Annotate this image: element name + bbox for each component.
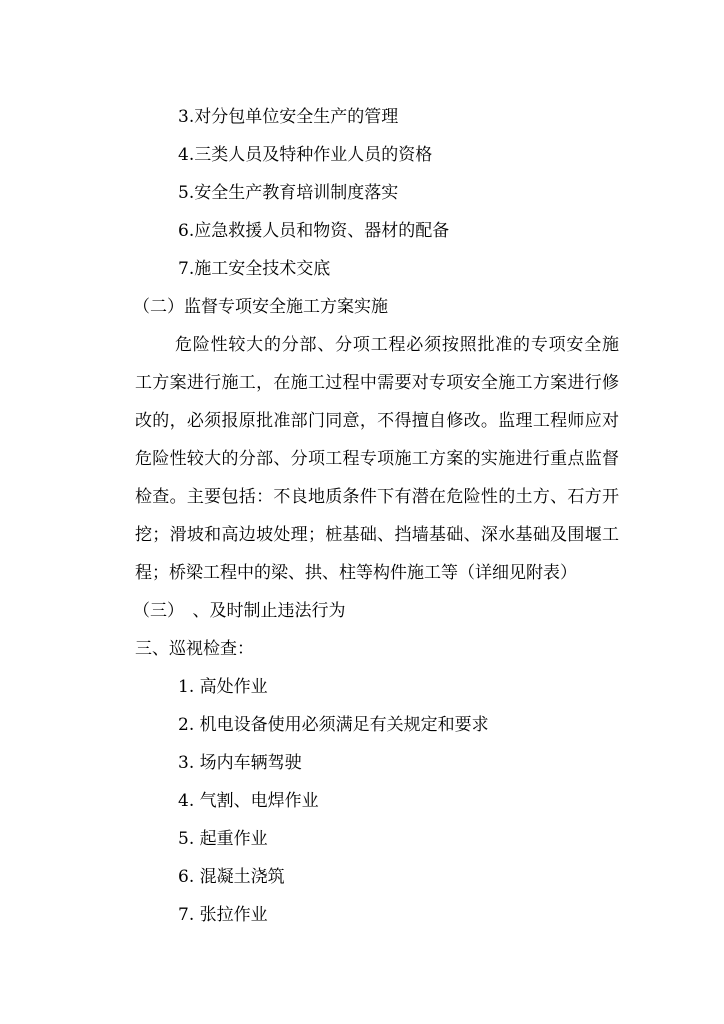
list-item: 6.应急救援人员和物资、器材的配备 [178,221,450,241]
paragraph-line: 程；桥梁工程中的梁、拱、柱等构件施工等（详细见附表） [135,563,577,583]
list-item: 4.三类人员及特种作业人员的资格 [178,145,433,165]
list-item: 6. 混凝土浇筑 [178,867,285,887]
list-item: 4. 气割、电焊作业 [178,791,319,811]
list-item: 3.对分包单位安全生产的管理 [178,107,399,127]
list-item: 1. 高处作业 [178,677,268,697]
main-heading: 三、巡视检查： [135,639,254,659]
section-heading-2: （二）监督专项安全施工方案实施 [133,297,388,317]
section-heading-3: （三） 、及时制止违法行为 [133,601,346,621]
paragraph-line: 危险性较大的分部、分项工程专项施工方案的实施进行重点监督 [135,449,619,469]
list-item: 5. 起重作业 [178,829,268,849]
paragraph-line: 改的，必须报原批准部门同意，不得擅自修改。监理工程师应对 [135,411,619,431]
paragraph-line: 危险性较大的分部、分项工程必须按照批准的专项安全施 [175,335,619,355]
list-item: 3. 场内车辆驾驶 [178,753,302,773]
paragraph-line: 挖；滑坡和高边坡处理；桩基础、挡墙基础、深水基础及围堰工 [135,525,619,545]
list-item: 2. 机电设备使用必须满足有关规定和要求 [178,715,489,735]
paragraph-line: 检查。主要包括：不良地质条件下有潜在危险性的土方、石方开 [135,487,619,507]
paragraph-line: 工方案进行施工，在施工过程中需要对专项安全施工方案进行修 [135,373,619,393]
list-item: 7.施工安全技术交底 [178,259,331,279]
list-item: 7. 张拉作业 [178,905,268,925]
list-item: 5.安全生产教育培训制度落实 [178,183,399,203]
